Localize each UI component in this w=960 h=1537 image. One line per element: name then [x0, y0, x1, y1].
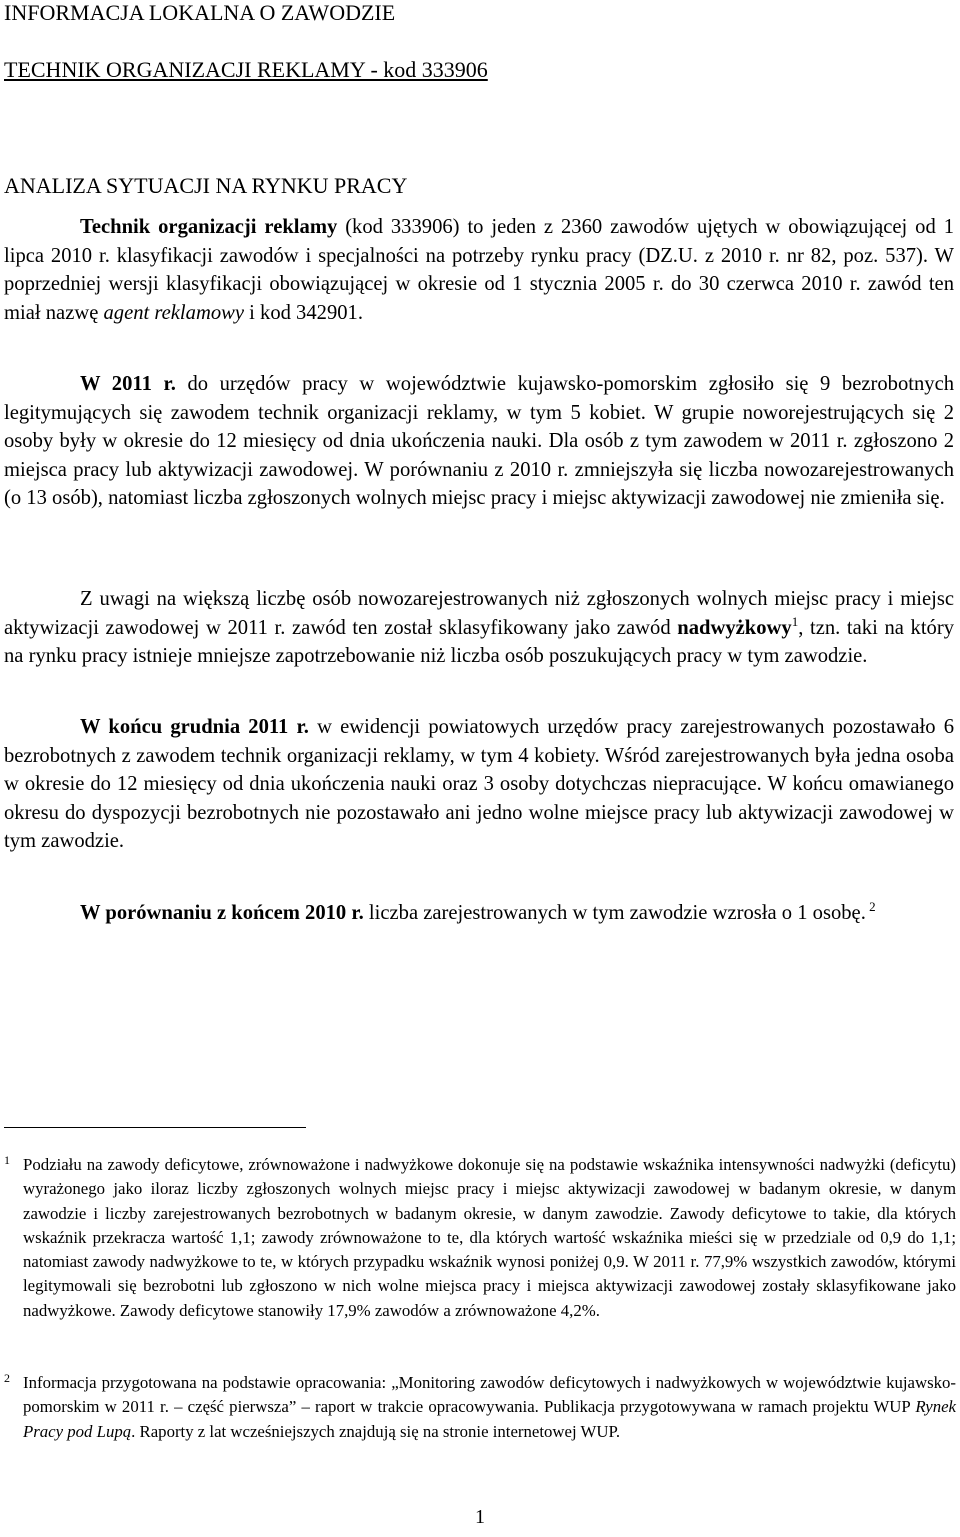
paragraph-2011-text: do urzędów pracy w województwie kujawsko-pomorskim zgłosiło się 9 bezrobotnych legitymujących się zawodem technik organizacji reklamy, w tym 5 kobiet. W grupie noworejestrujących się 2 osoby były w okresie do 12 miesięcy od dnia ukończenia nauki. Dla osób z tym zawodem w 2011 r. zgłoszono 2 miejsca pracy lub aktywizacji zawodowej. W porównaniu z 2010 r. zmniejszyła się liczba nowozarejestrowanych (o 13 osób), natomiast liczba zgłoszonych wolnych miejsc pracy i miejsc aktywizacji zawodowej nie zmieniła się. [4, 373, 954, 510]
footnote-ref-2[interactable]: 2 [865, 899, 876, 915]
comparison-label: W porównaniu z końcem 2010 r. [80, 902, 364, 924]
footnote-2-tail: . Raporty z lat wcześniejszych znajdują się na stronie internetowej WUP. [131, 1421, 621, 1441]
footnote-1-text: Podziału na zawody deficytowe, zrównoważone i nadwyżkowe dokonuje się na podstawie wskaźnika intensywności nadwyżki (deficytu) wyrażonego jako iloraz liczby zgłoszonych wolnych miejsc pracy i miejsc aktywizacji zawodowej w badanym okresie, w danym zawodzie i liczby zarejestrowanych bezrobotnych w badanym okresie, w danym zawodzie. Zawody deficytowe to takie, dla których wskaźnik przekracza wartość 1,1; zawody zrównoważone to te, dla których wartość wskaźnika mieści się w przedziale od 0,9 do 1,1; natomiast zawody nadwyżkowe to te, w których przypadku wskaźnik wynosi poniżej 0,9. W 2011 r. 77,9% wszystkich zawodów, którymi legitymowali się bezrobotni lub zgłoszono w nich wolne miejsca pracy i miejsca aktywizacji zawodowej zostały sklasyfikowane jako nadwyżkowe. Zawody deficytowe stanowiły 17,9% zawodów a zrównoważone 4,2%. [23, 1155, 956, 1320]
period-label: W końcu grudnia 2011 r. [80, 716, 309, 738]
footnote-1 [4, 1153, 956, 1323]
paragraph-end-2011-text: w ewidencji powiatowych urzędów pracy zarejestrowanych pozostawało 6 bezrobotnych z zawodem technik organizacji reklamy, w tym 4 kobiety. Wśród zarejestrowanych była jedna osoba w okresie do 12 miesięcy od dnia ukończenia nauki oraz 3 osoby dotychczas niepracujące. W końcu omawianego okresu do dyspozycji bezrobotnych nie pozostawało ani jedno wolne miejsce pracy lub aktywizacji zawodowej w tym zawodzie. [4, 716, 954, 853]
page-number: 1 [475, 1506, 485, 1528]
section-heading: ANALIZA SYTUACJI NA RYNKU PRACY [4, 173, 408, 198]
body-text-4 [4, 713, 954, 856]
classification-label: nadwyżkowy [677, 616, 792, 639]
document-subtitle: TECHNIK ORGANIZACJI REKLAMY - kod 333906 [4, 57, 488, 82]
footnote-ref-1[interactable]: 1 [791, 613, 799, 629]
document-title: INFORMACJA LOKALNA O ZAWODZIE [4, 0, 396, 25]
footnote-1-number: 1 [4, 1153, 10, 1167]
body-text [4, 213, 954, 327]
paragraph-intro [4, 213, 954, 327]
paragraph-intro-text: (kod 333906) to jeden z 2360 zawodów ujętych w obowiązującej od 1 lipca 2010 r. klasyfikacji zawodów i specjalności na potrzeby rynku pracy (DZ.U. z 2010 r. nr 82, poz. 537). W poprzedniej wersji klasyfikacji obowiązującej w okresie od 1 stycznia 2005 r. do 30 czerwca 2010 r. zawód ten miał nazwę [4, 216, 954, 324]
paragraph-comparison-text: liczba zarejestrowanych w tym zawodzie wzrosła o 1 osobę. [363, 902, 866, 924]
footnote-2-body: Informacja przygotowana na podstawie opracowania: „Monitoring zawodów deficytowych i nadwyżkowych w województwie kujawsko-pomorskim w 2011 r. – część pierwsza” – raport w trakcie opracowywania. Publikacja przygotowywana w ramach projektu WUP [23, 1373, 956, 1417]
paragraph-classification-text: Z uwagi na większą liczbę osób nowozarejestrowanych niż zgłoszonych wolnych miejsc pracy i miejsc aktywizacji zawodowej w 2011 r. zawód ten został sklasyfikowany jako zawód [4, 588, 954, 639]
footnote-2-text [4, 1371, 956, 1444]
project-title: Rynek Pracy pod Lupą [23, 1397, 956, 1441]
paragraph-classification [4, 585, 954, 671]
footnote-2-number: 2 [4, 1371, 10, 1385]
footnote-divider [4, 1127, 306, 1128]
paragraph-comparison [4, 899, 954, 928]
footnote-2 [4, 1371, 956, 1444]
occupation-name: Technik organizacji reklamy [80, 216, 338, 238]
body-text-3 [4, 585, 954, 671]
paragraph-intro-tail: i kod 342901. [244, 301, 363, 324]
body-text-5 [4, 899, 954, 928]
paragraph-end-2011 [4, 713, 954, 856]
body-text-2 [4, 370, 954, 513]
former-name: agent reklamowy [103, 301, 244, 324]
year-label: W 2011 r. [80, 373, 176, 395]
paragraph-2011 [4, 370, 954, 513]
paragraph-classification-tail: , tzn. taki na który na rynku pracy istnieje mniejsze zapotrzebowanie niż liczba osób poszukujących pracy w tym zawodzie. [4, 616, 954, 668]
